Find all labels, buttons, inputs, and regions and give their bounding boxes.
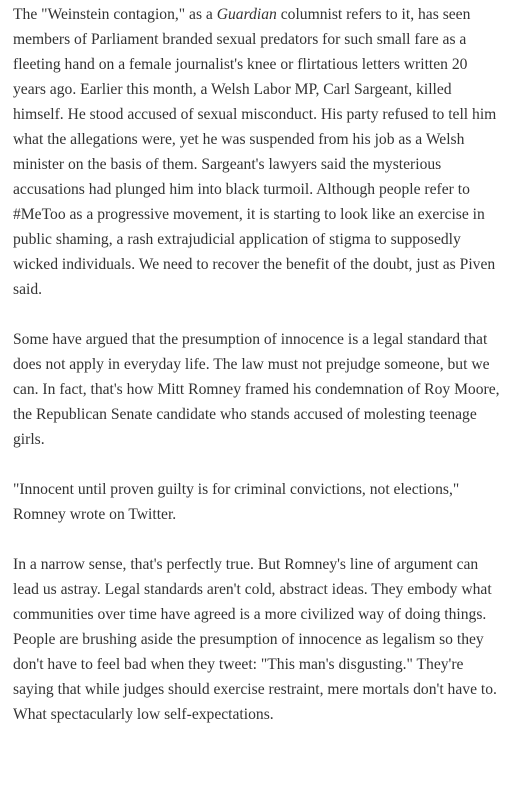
- paragraph-weinstein-contagion: [13, 2, 501, 302]
- paragraph-romney-quote: "Innocent until proven guilty is for criminal convictions, not elections," Romney wrote on Twitter.: [13, 481, 460, 523]
- paragraph-presumption-of-innocence: Some have argued that the presumption of innocence is a legal standard that does not apply in everyday life. The law must not prejudge someone, but we can. In fact, that's how Mitt Romney framed his condemnation of Roy Moore, the Republican Senate candidate who stands accused of molesting teenage girls.: [13, 331, 500, 448]
- paragraph-narrow-sense: In a narrow sense, that's perfectly true. But Romney's line of argument can lead us astray. Legal standards aren't cold, abstract ideas. They embody what communities over time have agreed is a more civilized way of doing things. People are brushing aside the presumption of innocence as legalism so they don't have to feel bad when they tweet: "This man's disgusting." They're saying that while judges should exercise restraint, mere mortals don't have to. What spectacularly low self-expectations.: [13, 556, 497, 723]
- guardian-italic: Guardian: [216, 6, 277, 23]
- paragraph-1-text-rest: columnist refers to it, has seen members of Parliament branded sexual predators for such small fare as a fleeting hand on a female journalist's knee or flirtatious letters written 20 years ago. Earlier this month, a Welsh Labor MP, Carl Sargeant, killed himself. He stood accused of sexual misconduct. His party refused to tell him what the allegations were, yet he was suspended from his job as a Welsh minister on the basis of them. Sargeant's lawyers said the mysterious accusations had plunged him into black turmoil. Although people refer to #MeToo as a progressive movement, it is starting to look like an exercise in public shaming, a rash extrajudicial application of stigma to supposedly wicked individuals. We need to recover the benefit of the doubt, just as Piven said.: [13, 6, 497, 298]
- paragraph-1-text-start: The "Weinstein contagion," as a: [13, 6, 217, 23]
